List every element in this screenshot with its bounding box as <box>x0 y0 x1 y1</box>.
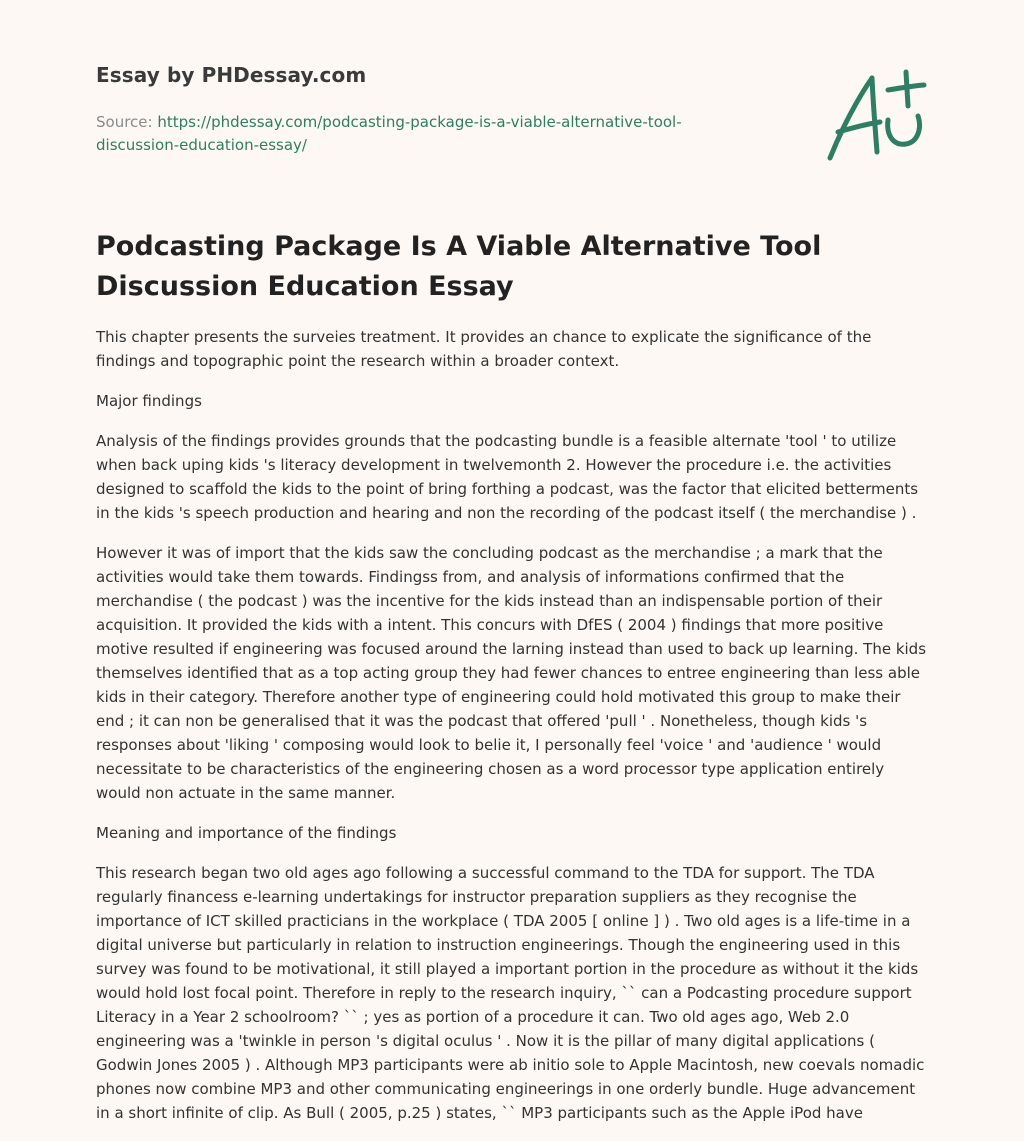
essay-paragraph: However it was of import that the kids saw the concluding podcast as the merchandise ; a mark that the activities would take them towards. Findingss from, and analysis of informations confirmed that the merchandise ( the podcast ) was the incentive for the kids instead than an indispensable portion of their acquisition. It provided the kids with a intent. This concurs with DfES ( 2004 ) findings that more positive motive resulted if engineering was focused around the larning instead than used to back up learning. The kids themselves identified that as a top acting group they had fewer chances to entree engineering than less able kids in their category. Therefore another type of engineering could hold motivated this group to make their end ; it can non be generalised that it was the podcast that offered 'pull ' . Nonetheless, though kids 's responses about 'liking ' composing would look to belie it, I personally feel 'voice ' and 'audience ' would necessitate to be characteristics of the engineering chosen as a word processor type application entirely would non actuate in the same manner. <box>96 544 927 802</box>
section-heading: Major findings <box>96 392 202 410</box>
source-link[interactable]: https://phdessay.com/podcasting-package-is-a-viable-alternative-tool-discussion-education-essay/ <box>96 113 682 154</box>
section-heading: Meaning and importance of the findings <box>96 824 397 842</box>
essay-paragraph: This research began two old ages ago following a successful command to the TDA for support. The TDA regularly financess e-learning undertakings for instructor preparation suppliers as they recognise the importance of ICT skilled practicians in the workplace ( TDA 2005 [ online ] ) . Two old ages is a life-time in a digital universe but particularly in relation to instruction engineerings. Though the engineering used in this survey was found to be motivational, it still played a important portion in the procedure as without it the kids would hold lost focal point. Therefore in reply to the research inquiry, `` can a Podcasting procedure support Literacy in a Year 2 schoolroom? `` ; yes as portion of a procedure it can. Two old ages ago, Web 2.0 engineering was a 'twinkle in person 's digital oculus ' . Now it is the pillar of many digital applications ( Godwin Jones 2005 ) . Although MP3 participants were ab initio sole to Apple Macintosh, new coevals nomadic phones now combine MP3 and other communicating engineerings in one orderly bundle. Huge advancement in a short infinite of clip. As Bull ( 2005, p.25 ) states, `` MP3 participants such as the Apple iPod have <box>96 864 925 1122</box>
source-label: Source: <box>96 113 158 131</box>
essay-body <box>96 325 932 1141</box>
site-brand: Essay by PHDessay.com <box>96 63 367 87</box>
a-plus-grade-icon <box>824 66 928 166</box>
essay-title: Podcasting Package Is A Viable Alternative Tool Discussion Education Essay <box>96 231 822 302</box>
source-line <box>96 111 736 157</box>
essay-paragraph: This chapter presents the surveies treatment. It provides an chance to explicate the significance of the findings and topographic point the research within a broader context. <box>96 328 872 370</box>
essay-paragraph: Analysis of the findings provides grounds that the podcasting bundle is a feasible alternate 'tool ' to utilize when back uping kids 's literacy development in twelvemonth 2. However the procedure i.e. the activities designed to scaffold the kids to the point of bring forthing a podcast, was the factor that elicited betterments in the kids 's speech production and hearing and non the recording of the podcast itself ( the merchandise ) . <box>96 432 919 522</box>
